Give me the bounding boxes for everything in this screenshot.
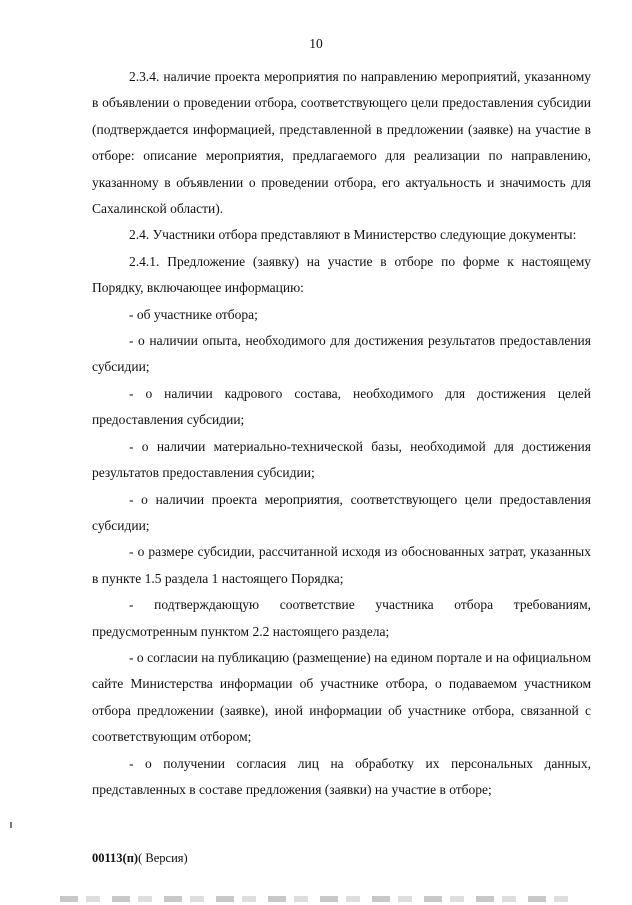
list-item: - о получении согласия лиц на обработку их персональных данных, представленных в составе предложения (заявки) на участие в отборе;: [92, 755, 591, 797]
list-item: - о согласии на публикацию (размещение) на едином портале и на официальном сайте Министерства информации об участнике отбора, о подаваемом участником отбора предложении (заявке), иной информации об участнике отбора, связанной с соответствующим отбором;: [92, 649, 591, 745]
document-body: [92, 64, 591, 803]
paragraph-2-3-4: 2.3.4. наличие проекта мероприятия по направлению мероприятий, указанному в объявлении о проведении отбора, соответствующего цели предоставления субсидии (подтверждается информацией, представленной в предложении (заявке) на участие в отборе: описание мероприятия, предлагаемого для реализации по направлению, указанному в объявлении о проведении отбора, его актуальность и значимость для Сахалинской области).: [92, 69, 591, 217]
page-number: 10: [309, 36, 323, 51]
list-item: - об участнике отбора;: [129, 306, 258, 322]
list-item: - о размере субсидии, рассчитанной исходя из обоснованных затрат, указанных в пункте 1.5 раздела 1 настоящего Порядка;: [92, 544, 591, 586]
list-item: - о наличии кадрового состава, необходимого для достижения целей предоставления субсидии;: [92, 385, 591, 428]
scan-margin-mark: [10, 822, 12, 828]
paragraph-2-4-1: 2.4.1. Предложение (заявку) на участие в отборе по форме к настоящему Порядку, включающее информацию:: [92, 253, 591, 296]
list-item: - о наличии материально-технической базы, необходимой для достижения результатов предоставления субсидии;: [92, 438, 591, 481]
document-code: [92, 851, 188, 866]
scan-artifact-strip: [60, 896, 580, 902]
paragraph-2-4: 2.4. Участники отбора представляют в Министерство следующие документы:: [129, 227, 577, 243]
document-code-number: 00113(п): [92, 851, 139, 865]
list-item: - подтверждающую соответствие участника отбора требованиям, предусмотренным пунктом 2.2 настоящего раздела;: [92, 597, 591, 639]
list-item: - о наличии проекта мероприятия, соответствующего цели предоставления субсидии;: [92, 491, 591, 533]
list-item: - о наличии опыта, необходимого для достижения результатов предоставления субсидии;: [92, 333, 591, 375]
document-version: ( Версия): [138, 851, 188, 865]
